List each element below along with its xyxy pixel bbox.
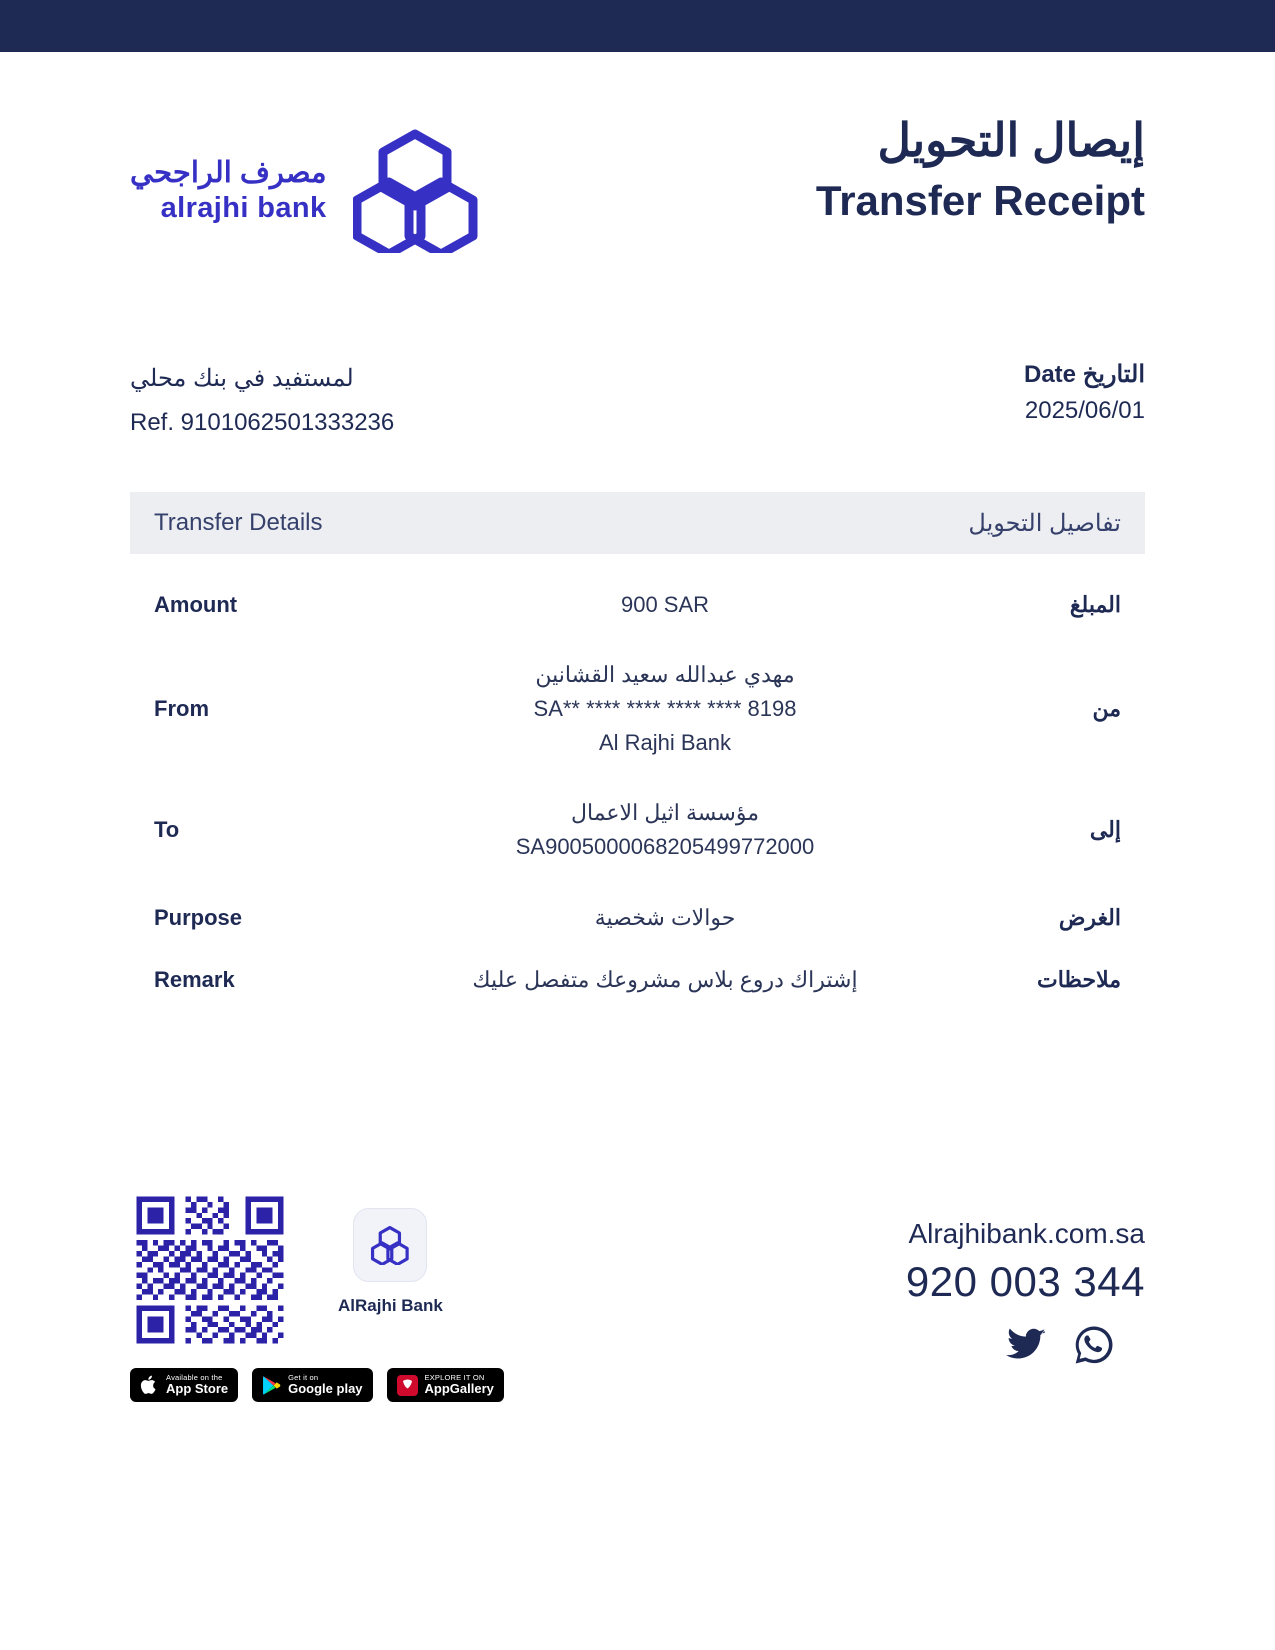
apple-icon (140, 1374, 159, 1396)
alrajhi-logo-icon (353, 128, 478, 253)
row-label-ar: ملاحظات (1037, 966, 1121, 992)
row-value-line: 900 SAR (620, 592, 710, 617)
date-value: 2025/06/01 (1024, 397, 1145, 424)
row-label-en: Amount (154, 592, 238, 618)
app-store-small: Available on the (166, 1373, 223, 1383)
section-title-en: Transfer Details (154, 509, 323, 536)
footer-left (130, 1190, 443, 1350)
brand-block (130, 128, 478, 253)
google-play-badge[interactable] (252, 1368, 372, 1402)
appgallery-icon (397, 1375, 418, 1396)
receipt-meta (130, 360, 1145, 443)
appgallery-big: AppGallery (424, 1381, 494, 1397)
brand-name-ar: مصرف الراجحي (130, 157, 327, 190)
website-link[interactable]: Alrajhibank.com.sa (908, 1218, 1145, 1249)
row-value (384, 588, 946, 622)
social-links (906, 1324, 1145, 1366)
row-value-line: Al Rajhi Bank (598, 730, 732, 756)
appgallery-small: EXPLORE IT ON (424, 1373, 485, 1383)
appgallery-text (425, 1374, 494, 1396)
table-row (130, 949, 1145, 1011)
beneficiary-note: لمستفيد في بنك محلي (130, 365, 354, 392)
row-value (384, 658, 946, 760)
table-row (130, 566, 1145, 640)
brand-name-en: alrajhi bank (160, 191, 327, 224)
receipt-title-block (816, 112, 1145, 228)
row-value (384, 796, 946, 864)
alrajhi-app-icon[interactable] (353, 1208, 427, 1282)
row-value-line: مهدي عبدالله سعيد القشانين (535, 662, 795, 688)
row-value-line: SA9005000068205499772000 (515, 834, 815, 860)
meta-right (1024, 360, 1145, 425)
app-name-label: AlRajhi Bank (338, 1296, 443, 1315)
top-bar (0, 0, 1275, 52)
app-store-text (166, 1374, 228, 1396)
reference-number: Ref. 9101062501333236 (130, 409, 395, 437)
google-play-small: Get it on (288, 1373, 319, 1383)
date-label: التاريخ Date (1024, 361, 1145, 388)
row-value-line: SA** **** **** **** **** 8198 (533, 696, 797, 722)
row-label-en: Purpose (154, 904, 243, 930)
app-store-big: App Store (166, 1381, 229, 1397)
phone-number: 920 003 344 (905, 1258, 1145, 1305)
appgallery-badge[interactable] (387, 1368, 504, 1402)
row-label-en: From (154, 696, 209, 722)
table-row (130, 778, 1145, 882)
google-play-big: Google play (288, 1381, 363, 1397)
whatsapp-icon[interactable] (1073, 1324, 1115, 1366)
row-label-en: To (154, 817, 180, 843)
row-label-ar: المبلغ (1069, 592, 1121, 618)
app-store-badge[interactable] (130, 1368, 238, 1402)
table-row (130, 640, 1145, 778)
receipt-title-ar: إيصال التحويل (877, 114, 1145, 166)
app-block (338, 1208, 443, 1316)
table-row (130, 883, 1145, 949)
row-label-ar: الغرض (1058, 904, 1121, 930)
row-value (384, 963, 946, 997)
receipt-title-en: Transfer Receipt (815, 176, 1145, 224)
brand-text (130, 156, 327, 224)
row-value (384, 901, 946, 935)
section-title-ar: تفاصيل التحويل (968, 509, 1121, 537)
row-value-line: حوالات شخصية (594, 904, 736, 930)
google-play-icon (262, 1375, 281, 1396)
app-store-badges (130, 1368, 504, 1402)
meta-left (130, 360, 394, 443)
twitter-icon[interactable] (1005, 1324, 1047, 1366)
footer-right (906, 1218, 1145, 1366)
transfer-details-table (130, 566, 1145, 1011)
receipt-footer (130, 1190, 1145, 1420)
qr-code-icon (130, 1190, 290, 1350)
row-label-en: Remark (154, 966, 235, 992)
transfer-details-header (130, 492, 1145, 554)
receipt-header (130, 100, 1145, 260)
row-value-line: مؤسسة اثيل الاعمال (571, 800, 759, 826)
row-label-ar: إلى (1089, 817, 1121, 843)
row-label-ar: من (1092, 696, 1121, 722)
google-play-text (288, 1374, 362, 1396)
row-value-line: إشتراك دروع بلاس مشروعك متفصل عليك (472, 966, 858, 992)
